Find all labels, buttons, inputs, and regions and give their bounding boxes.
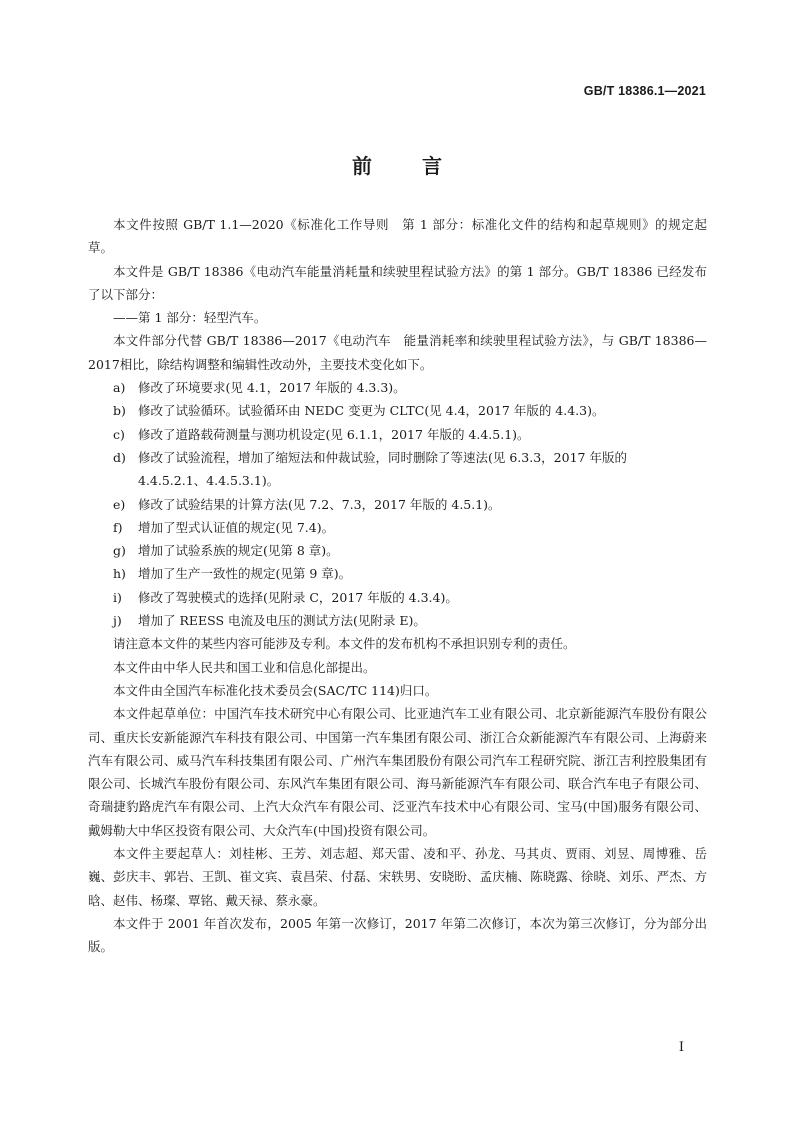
list-item <box>88 609 707 632</box>
document-id: GB/T 18386.1—2021 <box>583 84 706 98</box>
list-marker: e) <box>113 496 126 512</box>
list-item <box>88 376 707 399</box>
paragraph-replacement: 本文件部分代替 GB/T 18386—2017《电动汽车 能量消耗率和续驶里程试验方法》，与 GB/T 18386—2017相比，除结构调整和编辑性改动外，主要技术变化如下。 <box>88 333 707 372</box>
list-marker: f) <box>113 519 123 535</box>
title-char-1: 前 <box>352 154 373 178</box>
foreword-body <box>88 213 707 959</box>
list-text: 修改了道路载荷测量与测功机设定(见 6.1.1，2017 年版的 4.4.5.1)。 <box>138 426 530 442</box>
list-text: 增加了型式认证值的规定(见 7.4)。 <box>138 519 335 535</box>
paragraph-part-of-series: 本文件是 GB/T 18386《电动汽车能量消耗量和续驶里程试验方法》的第 1 部分。GB/T 18386 已经发布了以下部分： <box>88 263 707 302</box>
paragraph-drafting-units: 本文件起草单位：中国汽车技术研究中心有限公司、比亚迪汽车工业有限公司、北京新能源汽车股份有限公司、重庆长安新能源汽车科技有限公司、中国第一汽车集团有限公司、浙江合众新能源汽车有限公司、上海蔚来汽车有限公司、威马汽车科技集团有限公司、广州汽车集团股份有限公司汽车工程研究院、浙江吉利控股集团有限公司、长城汽车股份有限公司、东风汽车集团有限公司、海马新能源汽车有限公司、联合汽车电子有限公司、奇瑞捷豹路虎汽车有限公司、上汽大众汽车有限公司、泛亚汽车技术中心有限公司、宝马(中国)服务有限公司、戴姆勒大中华区投资有限公司、大众汽车(中国)投资有限公司。 <box>88 706 707 838</box>
list-item <box>88 446 707 493</box>
paragraph-drafting-rules: 本文件按照 GB/T 1.1—2020《标准化工作导则 第 1 部分：标准化文件的结构和起草规则》的规定起草。 <box>88 217 707 256</box>
changes-list <box>88 376 707 632</box>
list-marker: g) <box>113 543 126 559</box>
list-text-continued: 4.4.5.2.1、4.4.5.3.1)。 <box>138 473 280 489</box>
list-text: 修改了驾驶模式的选择(见附录 C，2017 年版的 4.3.4)。 <box>138 589 458 605</box>
list-text: 修改了试验流程，增加了缩短法和仲裁试验，同时删除了等速法(见 6.3.3，2017 年版的 <box>138 449 627 465</box>
list-marker: d) <box>113 449 126 465</box>
paragraph-proposer: 本文件由中华人民共和国工业和信息化部提出。 <box>113 659 376 675</box>
page-title <box>0 150 794 179</box>
list-item <box>88 539 707 562</box>
list-text: 修改了环境要求(见 4.1，2017 年版的 4.3.3)。 <box>138 380 406 396</box>
list-item <box>88 586 707 609</box>
list-marker: b) <box>113 403 126 419</box>
list-item <box>88 399 707 422</box>
list-marker: h) <box>113 566 126 582</box>
list-text: 修改了试验循环。试验循环由 NEDC 变更为 CLTC(见 4.4，2017 年版的 4.4.3)。 <box>138 403 605 419</box>
list-text: 增加了试验系族的规定(见第 8 章)。 <box>138 543 339 559</box>
list-marker: j) <box>113 613 122 629</box>
paragraph-committee: 本文件由全国汽车标准化技术委员会(SAC/TC 114)归口。 <box>113 682 438 698</box>
list-marker: i) <box>113 589 122 605</box>
list-marker: c) <box>113 426 125 442</box>
page-number: I <box>678 1040 684 1055</box>
list-item <box>88 423 707 446</box>
paragraph-patent-notice: 请注意本文件的某些内容可能涉及专利。本文件的发布机构不承担识别专利的责任。 <box>113 636 576 652</box>
paragraph-main-drafters: 本文件主要起草人：刘桂彬、王芳、刘志超、郑天雷、凌和平、孙龙、马其贞、贾雨、刘昱、周博雅、岳巍、彭庆丰、郭岩、王凯、崔文宾、袁昌荣、付磊、宋轶男、安晓盼、孟庆楠、陈晓露、徐晓、刘乐、严杰、方晗、赵伟、杨璨、覃铭、戴天禄、蔡永豪。 <box>88 846 707 908</box>
list-text: 增加了生产一致性的规定(见第 9 章)。 <box>138 566 352 582</box>
paragraph-part-list: ——第 1 部分：轻型汽车。 <box>113 310 267 326</box>
list-text: 增加了 REESS 电流及电压的测试方法(见附录 E)。 <box>138 613 426 629</box>
list-item <box>88 516 707 539</box>
list-item <box>88 562 707 585</box>
list-marker: a) <box>113 380 126 396</box>
title-char-2: 言 <box>421 154 442 178</box>
list-text: 修改了试验结果的计算方法(见 7.2、7.3，2017 年版的 4.5.1)。 <box>138 496 501 512</box>
paragraph-history: 本文件于 2001 年首次发布，2005 年第一次修订，2017 年第二次修订，本次为第三次修订，分为部分出版。 <box>88 915 707 955</box>
list-item <box>88 493 707 516</box>
